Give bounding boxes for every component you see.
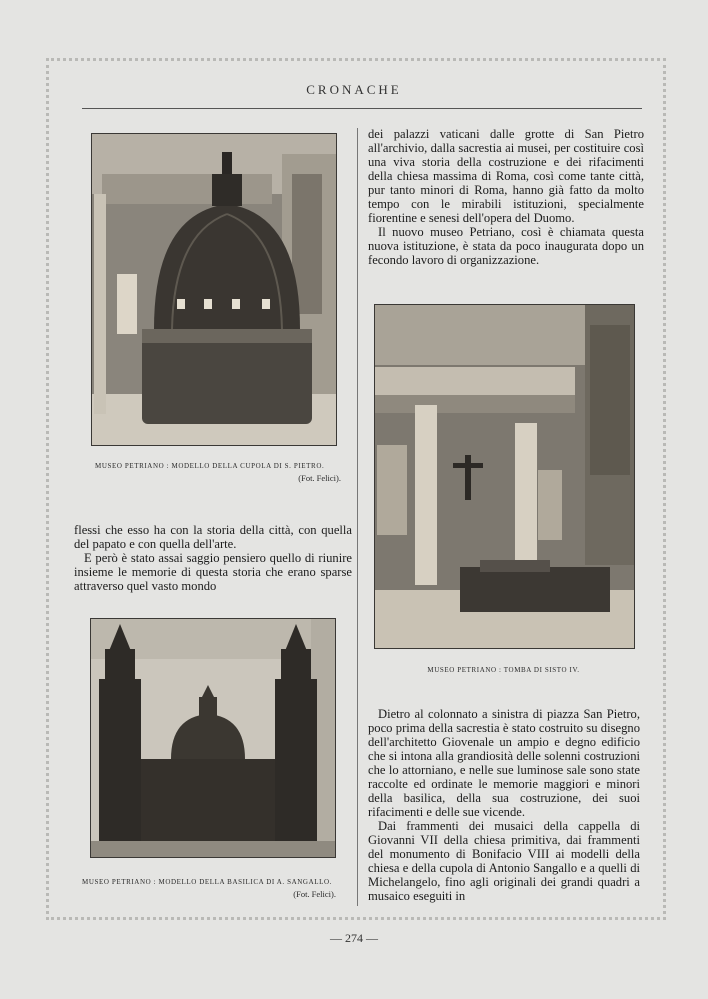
caption-text: MUSEO PETRIANO : MODELLO DELLA BASILICA DI A. SANGALLO.	[82, 878, 332, 886]
photo-sangallo-model	[90, 618, 336, 858]
caption-dome-model	[95, 462, 341, 483]
photo-dome-model	[91, 133, 337, 446]
photo-tomb-sixtus	[374, 304, 635, 649]
paragraph: E però è stato assai saggio pensiero quello di riunire insieme le memorie di questa storia che erano sparse attraverso quel vasto mondo	[74, 551, 352, 593]
paragraph: flessi che esso ha con la storia della città, con quella del papato e con quella dell'arte.	[74, 523, 352, 551]
caption-sangallo-model	[82, 878, 336, 899]
photo-credit: (Fot. Felici).	[293, 889, 336, 899]
paragraph: Dietro al colonnato a sinistra di piazza San Pietro, poco prima della sacrestia è stato costruito su disegno dell'architetto Giovenale un ampio e degno edificio che si intona alla grandiosità delle solenni costruzioni che lo attorniano, e nelle sue luminose sale sono state raccolte ed ordinate le memorie maggiori e minori della basilica, della sua costruzione, dei suoi rifacimenti e delle sue vicende.	[368, 707, 640, 819]
caption-tomb-sixtus	[374, 666, 633, 674]
photo-credit: (Fot. Felici).	[298, 473, 341, 483]
paragraph: Il nuovo museo Petriano, così è chiamata questa nuova istituzione, è stata da poco inaugurata dopo un fecondo lavoro di organizzazione.	[368, 225, 644, 267]
text-right-top	[368, 127, 644, 267]
text-right-bottom	[368, 707, 640, 903]
column-rule	[357, 128, 358, 906]
running-head: CRONACHE	[306, 82, 402, 97]
page-number: — 274 —	[330, 931, 378, 945]
paragraph: dei palazzi vaticani dalle grotte di San Pietro all'archivio, dalla sacrestia ai musei, per costituire così una viva storia della costruzione e dei rifacimenti della chiesa massima di Roma, così come tante città, pur tanto minori di Roma, hanno già fatto da molto tempo con le mirabili istituzioni, specialmente fiorentine e senesi dell'opera del Duomo.	[368, 127, 644, 225]
text-left-middle	[74, 523, 352, 593]
header-rule	[82, 108, 642, 109]
caption-text: MUSEO PETRIANO : MODELLO DELLA CUPOLA DI S. PIETRO.	[95, 462, 325, 470]
paragraph: Dai frammenti dei musaici della cappella di Giovanni VII della chiesa primitiva, dai frammenti del monumento di Bonifacio VIII ai modelli della chiesa e della cupola di Antonio Sangallo e a quelli di Michelangelo, fino agli originali dei grandi quadri a musaico eseguiti in	[368, 819, 640, 903]
caption-text: MUSEO PETRIANO : TOMBA DI SISTO IV.	[427, 666, 580, 674]
